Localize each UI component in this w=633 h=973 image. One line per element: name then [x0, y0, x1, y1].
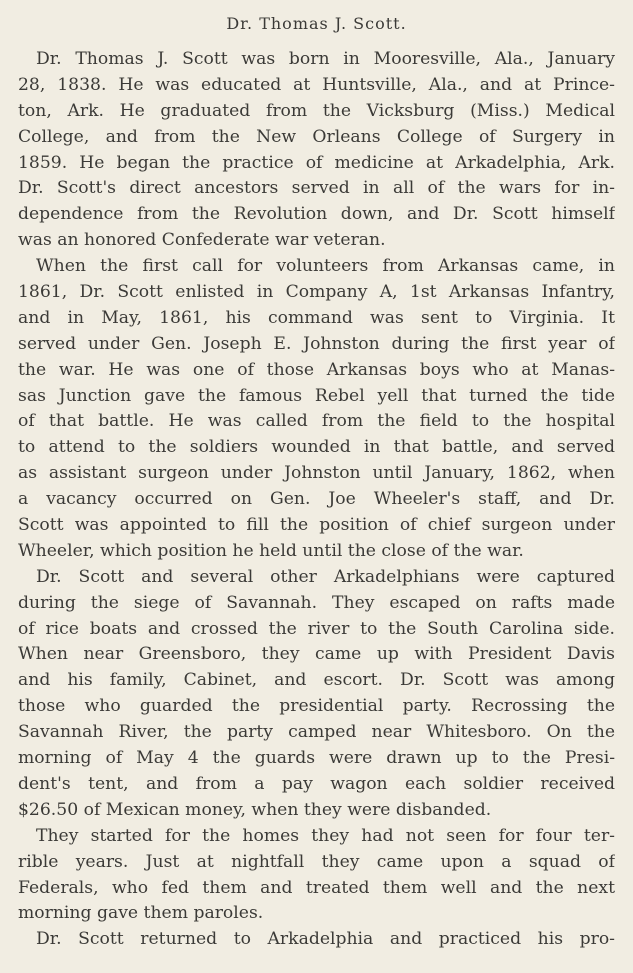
paragraph — [18, 565, 615, 824]
text-line: ton, Ark. He graduated from the Vicksburg (Miss.) Medical — [18, 100, 615, 121]
text-line: to attend to the soldiers wounded in that battle, and served — [18, 437, 615, 458]
text-line: and his family, Cabinet, and escort. Dr. Scott was among — [18, 670, 615, 691]
text-line: $26.50 of Mexican money, when they were disbanded. — [18, 799, 492, 820]
text-line: Dr. Scott returned to Arkadelphia and practiced his pro- — [36, 929, 615, 950]
text-line: College, and from the New Orleans College of Surgery in — [18, 126, 615, 147]
text-line: served under Gen. Joseph E. Johnston during the first year of — [18, 333, 615, 354]
text-line: 1861, Dr. Scott enlisted in Company A, 1st Arkansas Infantry, — [18, 282, 615, 303]
text-line: Savannah River, the party camped near Whitesboro. On the — [18, 722, 615, 743]
text-line: and in May, 1861, his command was sent to Virginia. It — [18, 307, 615, 328]
text-line: Federals, who fed them and treated them well and the next — [18, 877, 615, 898]
text-line: When the first call for volunteers from Arkansas came, in — [36, 256, 615, 277]
text-line: Dr. Scott's direct ancestors served in all of the wars for in- — [18, 178, 615, 199]
text-line: dent's tent, and from a pay wagon each soldier received — [18, 773, 615, 794]
text-line: during the siege of Savannah. They escaped on rafts made — [18, 592, 615, 613]
text-line: was an honored Confederate war veteran. — [18, 230, 386, 251]
text-line: Wheeler, which position he held until the close of the war. — [18, 540, 524, 561]
paragraph — [18, 47, 615, 254]
paragraph — [18, 824, 615, 928]
page-title: Dr. Thomas J. Scott. — [226, 14, 407, 33]
text-line: a vacancy occurred on Gen. Joe Wheeler's staff, and Dr. — [18, 489, 615, 510]
text-line: sas Junction gave the famous Rebel yell that turned the tide — [18, 385, 615, 406]
text-line: of rice boats and crossed the river to the South Carolina side. — [18, 618, 615, 639]
paragraph — [18, 927, 615, 953]
text-line: morning of May 4 the guards were drawn up to the Presi- — [18, 748, 615, 769]
text-line: those who guarded the presidential party. Recrossing the — [18, 696, 615, 717]
text-line: 28, 1838. He was educated at Huntsville, Ala., and at Prince- — [18, 74, 615, 95]
paragraph — [18, 254, 615, 565]
text-line: as assistant surgeon under Johnston until January, 1862, when — [18, 463, 615, 484]
text-line: dependence from the Revolution down, and Dr. Scott himself — [18, 204, 615, 225]
text-line: Dr. Thomas J. Scott was born in Mooresville, Ala., January — [36, 49, 615, 69]
text-line: morning gave them paroles. — [18, 903, 264, 924]
text-line: When near Greensboro, they came up with President Davis — [18, 644, 615, 665]
text-line: Scott was appointed to fill the position of chief surgeon under — [18, 515, 615, 536]
text-line: They started for the homes they had not seen for four ter- — [36, 825, 615, 846]
body-text — [18, 47, 615, 953]
text-line: of that battle. He was called from the field to the hospital — [18, 411, 615, 432]
text-line: rible years. Just at nightfall they came upon a squad of — [18, 851, 615, 872]
text-line: the war. He was one of those Arkansas boys who at Manas- — [18, 359, 615, 380]
text-line: Dr. Scott and several other Arkadelphians were captured — [36, 566, 615, 587]
text-line: 1859. He began the practice of medicine at Arkadelphia, Ark. — [18, 152, 615, 173]
